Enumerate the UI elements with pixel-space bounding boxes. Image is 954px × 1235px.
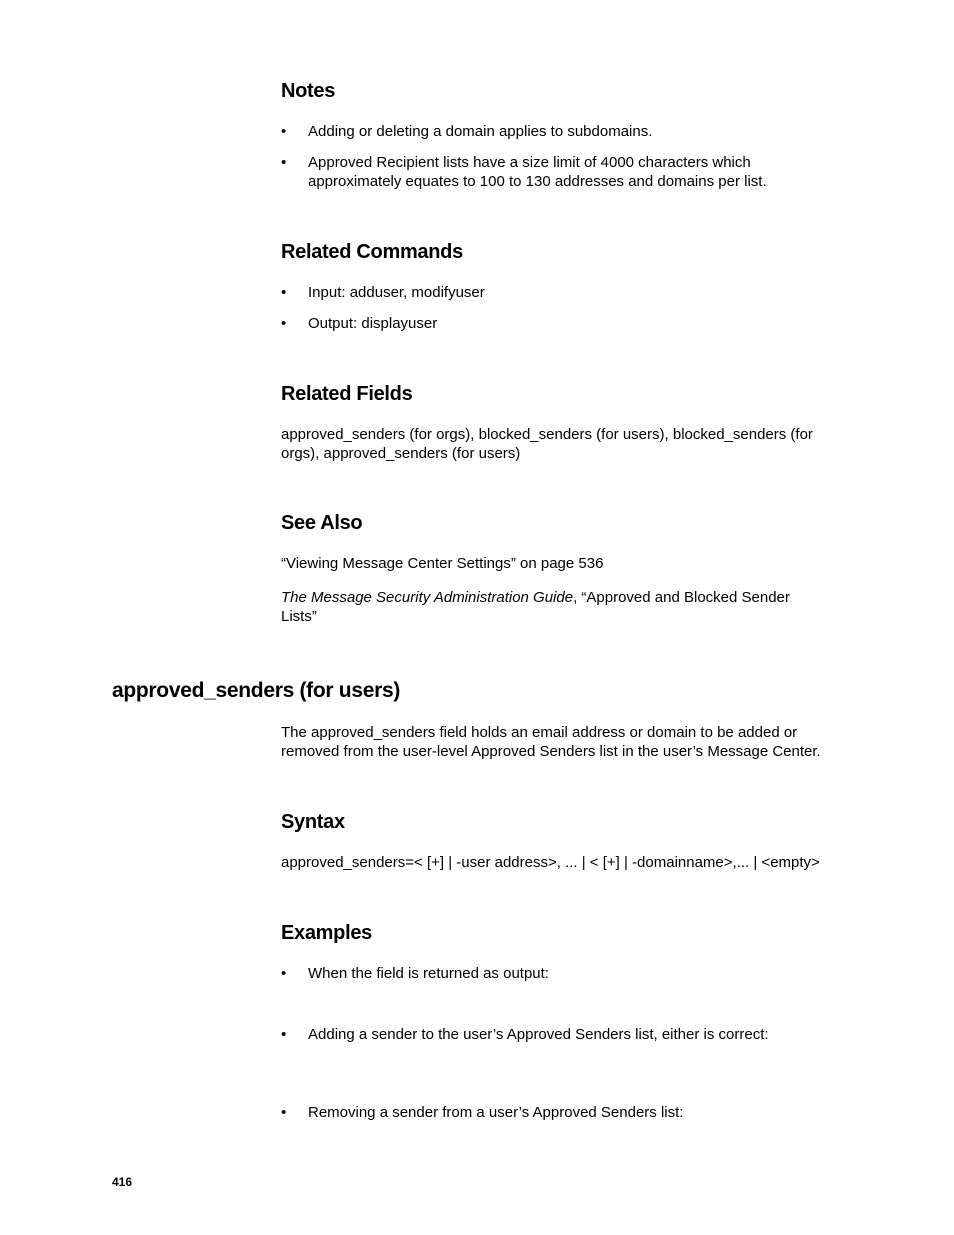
list-item-text: Removing a sender from a user’s Approved Senders list: bbox=[308, 1104, 684, 1121]
guide-title: The Message Security Administration Guide bbox=[281, 589, 574, 606]
related-fields-text: approved_senders (for orgs), blocked_senders (for users), blocked_senders (for orgs), approved_senders (for users) bbox=[281, 426, 813, 462]
syntax-heading: Syntax bbox=[281, 811, 345, 833]
section-description: The approved_senders field holds an email address or domain to be added or removed from the user-level Approved Senders list in the user’s Message Center. bbox=[281, 724, 821, 760]
syntax-text: approved_senders=< [+] | -user address>, ... | < [+] | -domainname>,... | <empty> bbox=[281, 854, 820, 871]
see-also-heading: See Also bbox=[281, 512, 363, 534]
bullet-icon: • bbox=[281, 284, 287, 301]
bullet-icon: • bbox=[281, 1026, 287, 1043]
examples-heading: Examples bbox=[281, 922, 372, 944]
list-item-text: Adding a sender to the user’s Approved Senders list, either is correct: bbox=[308, 1026, 769, 1043]
bullet-icon: • bbox=[281, 154, 287, 171]
page-number: 416 bbox=[112, 1175, 133, 1189]
list-item-text: Input: adduser, modifyuser bbox=[308, 284, 485, 301]
bullet-icon: • bbox=[281, 965, 287, 982]
list-item-text: When the field is returned as output: bbox=[308, 965, 549, 982]
notes-heading: Notes bbox=[281, 80, 336, 102]
guide-section: , “Approved and Blocked Sender Lists” bbox=[281, 589, 790, 625]
see-also-guide bbox=[281, 588, 821, 626]
related-commands-heading: Related Commands bbox=[281, 241, 463, 263]
section-title: approved_senders (for users) bbox=[112, 679, 401, 702]
list-item-text: Approved Recipient lists have a size limit of 4000 characters which approximately equates to 100 to 130 addresses and domains per list. bbox=[308, 154, 767, 190]
bullet-icon: • bbox=[281, 123, 287, 140]
bullet-icon: • bbox=[281, 315, 287, 332]
see-also-link[interactable]: “Viewing Message Center Settings” on page 536 bbox=[281, 555, 604, 572]
list-item-text: Output: displayuser bbox=[308, 315, 438, 332]
bullet-icon: • bbox=[281, 1104, 287, 1121]
list-item-text: Adding or deleting a domain applies to subdomains. bbox=[308, 123, 653, 140]
related-fields-heading: Related Fields bbox=[281, 383, 413, 405]
